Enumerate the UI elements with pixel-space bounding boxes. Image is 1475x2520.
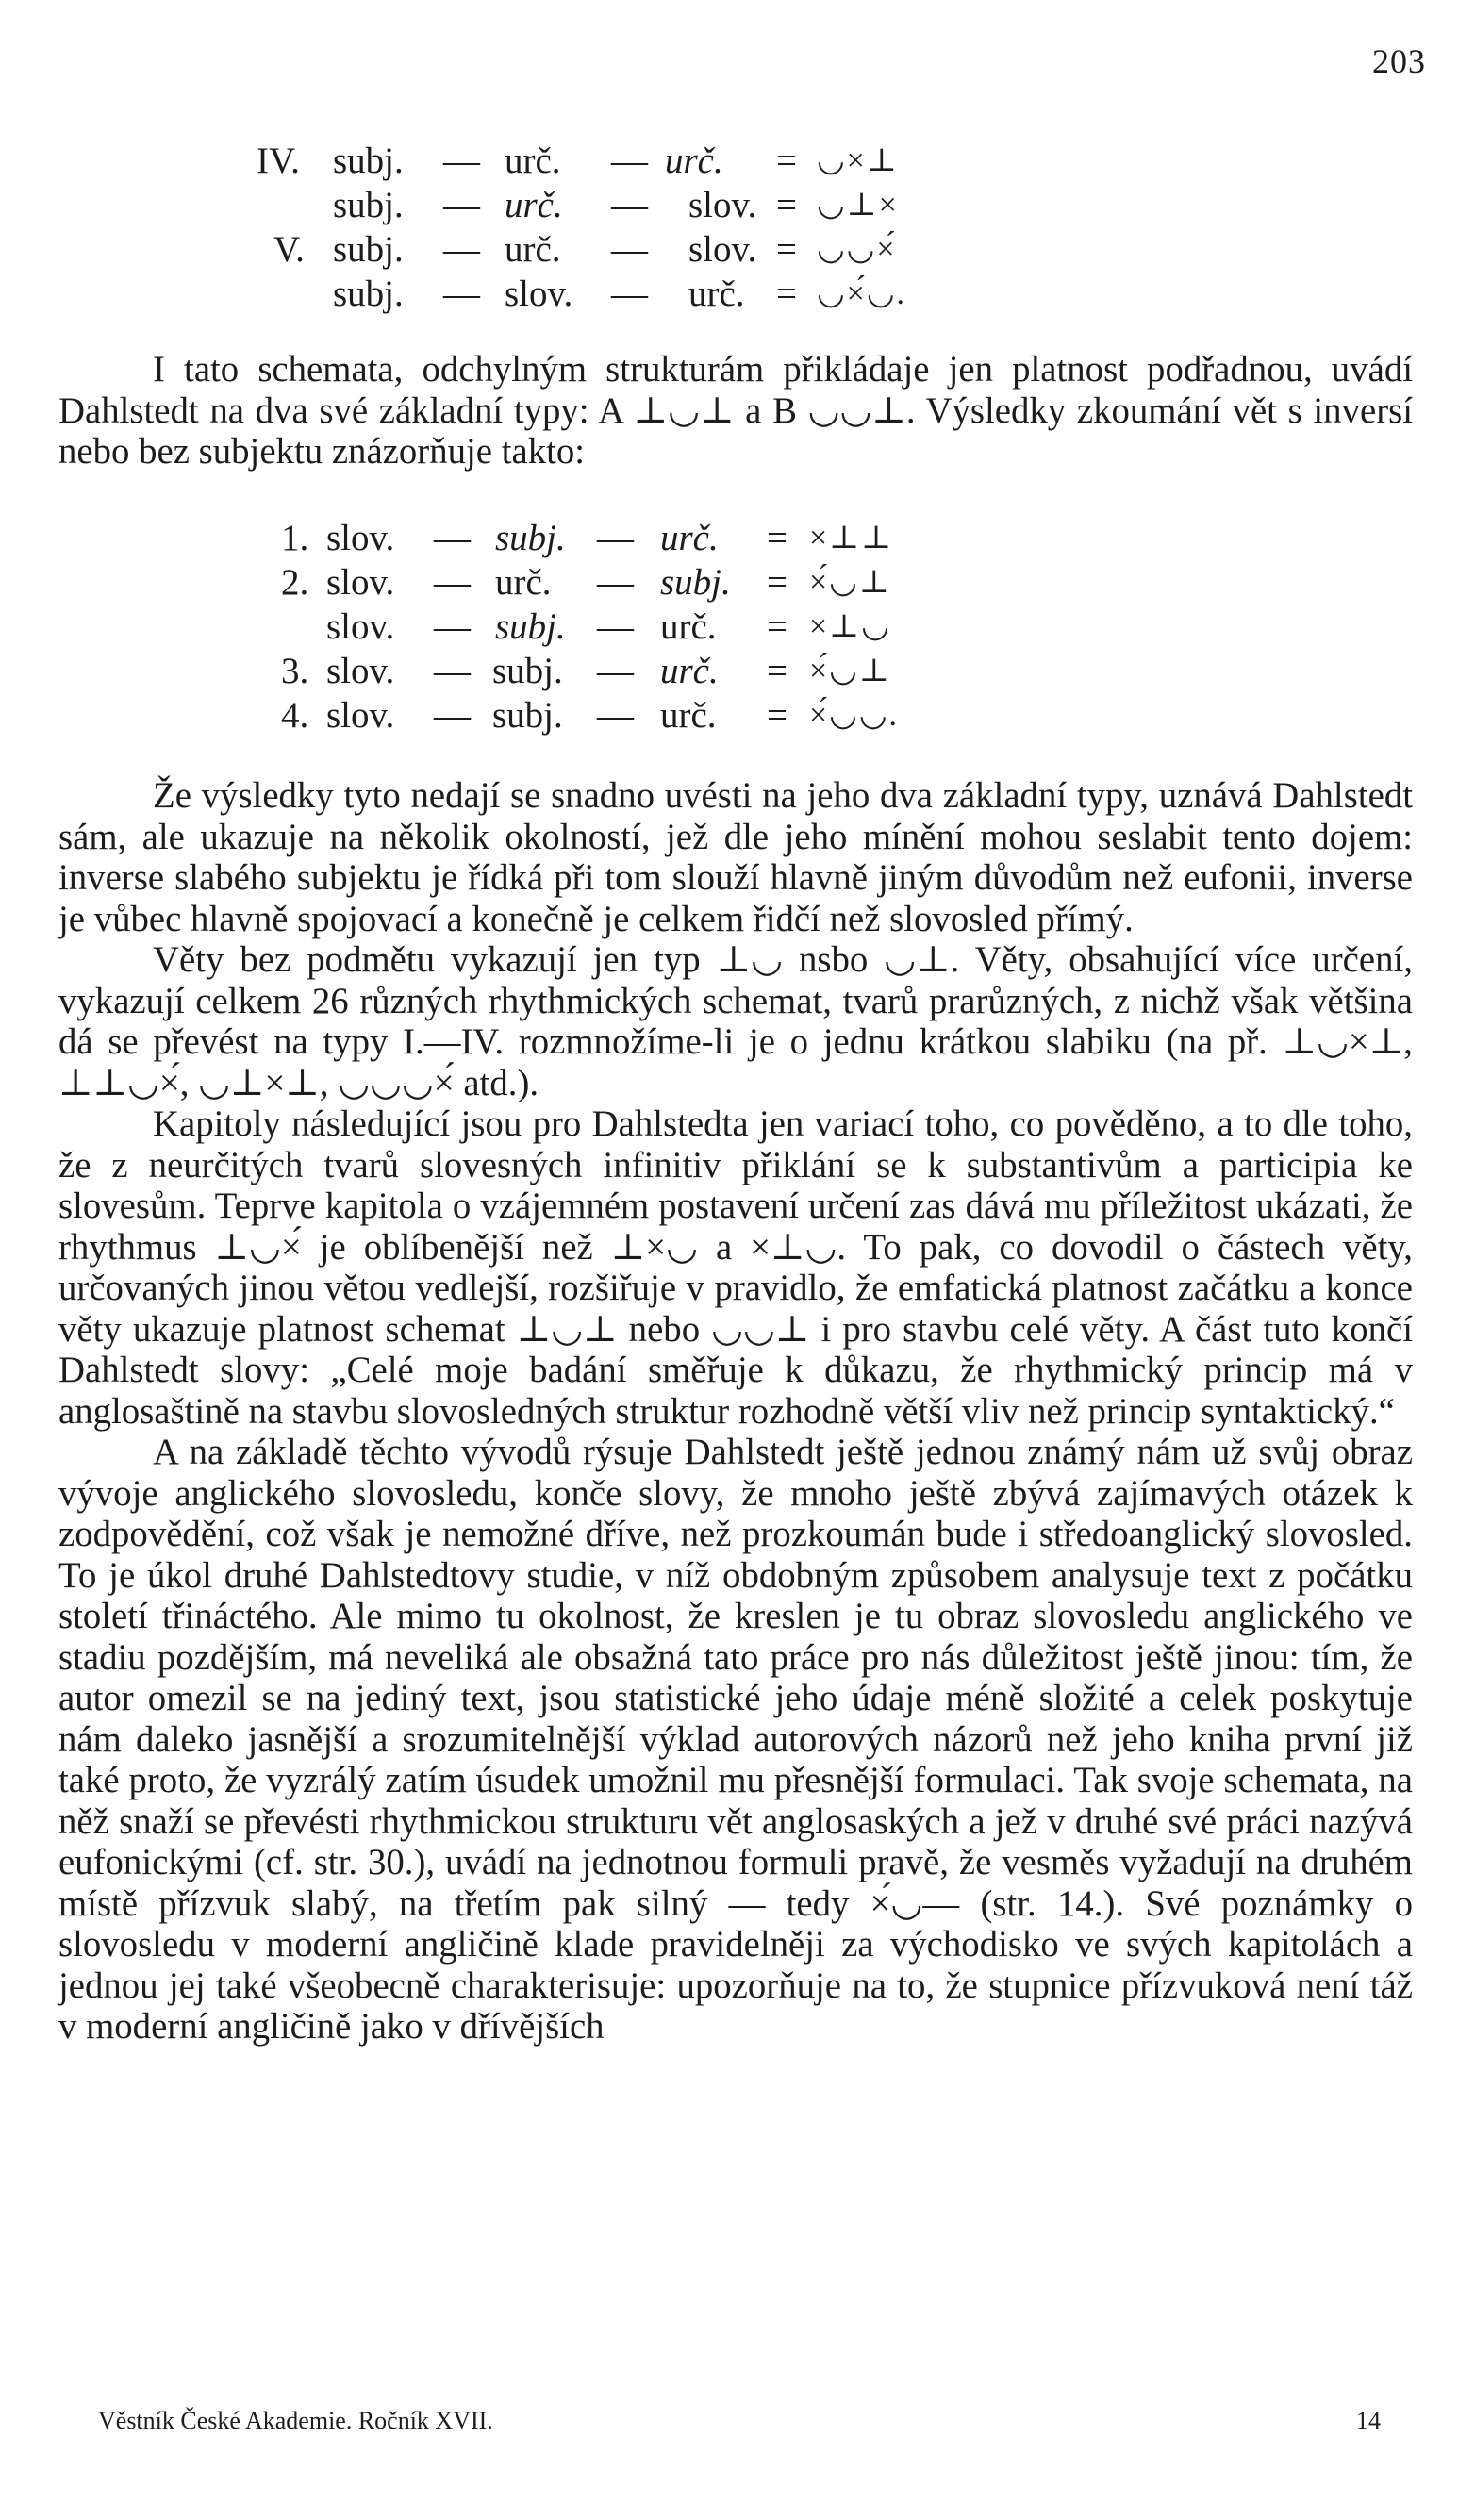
schema-dash-2: — [597,651,634,691]
schema-row [0,228,1475,272]
schema-word-3: urč. [660,606,717,647]
schema-word-2: subj. [492,651,563,691]
body-paragraph: Věty bez podmětu vykazují jen typ ⊥◡ nsbo ◡⊥. Věty, obsahující více určení, vykazují celkem 26 různých rhythmických schemat, tvarů prarůzných, z nichž však většina dá se převést na typy I.—IV. rozmnožíme-li je o jednu krátkou slabiku (na př. ⊥◡×⊥, ⊥⊥◡×́, ◡⊥×⊥, ◡◡◡×́ atd.). [58,939,1413,1103]
schema-dash-2: — [611,229,648,270]
schema-word-1: slov. [326,651,395,691]
schema-word-1: subj. [333,185,404,225]
schema-row [0,605,1475,649]
schema-meter: ×⊥⊥ [809,521,894,555]
page-number: 203 [1372,42,1426,80]
intro-paragraph-block [58,349,1413,472]
schema-word-1: slov. [326,518,395,558]
schema-word-3: slov. [688,185,757,225]
schema-dash-2: — [611,141,648,181]
schema-meter: ×́◡⊥ [809,654,891,688]
schema-word-3: slov. [688,229,757,270]
schema-word-1: subj. [333,141,404,181]
intro-paragraph: I tato schemata, odchylným strukturám přikládaje jen platnost podřadnou, uvádí Dahlstedt na dva své základní typy: A ⊥◡⊥ a B ◡◡⊥. Výsledky zkoumání vět s inversí nebo bez subjektu znázorňuje takto: [58,349,1413,472]
schema-dash-1: — [443,141,480,181]
schema-dash-1: — [443,185,480,225]
schema-word-2: slov. [505,274,573,314]
schema-row [0,650,1475,693]
schema-row [0,273,1475,316]
schema-word-3: urč. [660,695,717,736]
schema-word-1: slov. [326,695,395,736]
schema-equals: = [767,651,787,691]
schema-dash-2: — [597,606,634,647]
schema-list-top [0,140,1475,319]
schema-label: 3. [281,651,309,691]
schema-word-2: urč. [505,141,561,181]
schema-row [0,694,1475,738]
schema-meter: ◡×́◡. [817,276,907,311]
schema-meter: ×⊥◡ [809,609,891,644]
schema-list-bottom [0,517,1475,743]
schema-word-1: subj. [333,274,404,314]
schema-dash-1: — [434,518,471,558]
schema-dash-2: — [611,274,648,314]
schema-label: 4. [281,695,309,736]
page-footer [98,2407,1381,2435]
schema-word-2: urč. [505,185,563,225]
schema-dash-1: — [443,274,480,314]
schema-word-3: subj. [660,562,731,603]
schema-word-1: subj. [333,229,404,270]
schema-equals: = [767,518,787,558]
body-paragraph: A na základě těchto vývodů rýsuje Dahlstedt ještě jednou známý nám už svůj obraz vývoje anglického slovosledu, konče slovy, že mnoho ještě zbývá zajímavých otázek k zodpovědění, což však je nemožné dříve, než prozkoumán bude i středoanglický slovosled. To je úkol druhé Dahlstedtovy studie, v níž obdobným způsobem analysuje text z počátku století třináctého. Ale mimo tu okolnost, že kreslen je tu obraz slovosledu anglického ve stadiu pozdějším, má neveliká ale obsažná tato práce pro nás důležitost ještě jinou: tím, že autor omezil se na jediný text, jsou statistické jeho údaje méně složité a celek poskytuje nám daleko jasnější a srozumitelnější výklad autorových názorů než jeho kniha první již také proto, že vyzrálý zatím úsudek umožnil mu přesnější formulaci. Tak svoje schemata, na něž snaží se převésti rhythmickou strukturu vět anglosaských a jež v druhé své práci nazývá eufonickými (cf. str. 30.), uvádí na jednotnou formuli pravě, že vesměs vyžadují na druhém místě přízvuk slabý, na třetím pak silný — tedy ×́◡— (str. 14.). Své poznámky o slovosledu v moderní angličině klade pravidelněji za východisko ve svých kapitolách a jednou jej také všeobecně charakterisuje: upozorňuje na to, že stupnice přízvuková není táž v moderní angličině jako v dřívějších [58,1432,1413,2047]
schema-word-1: slov. [326,606,395,647]
schema-label: 1. [281,518,309,558]
schema-row [0,184,1475,227]
body-paragraph: Že výsledky tyto nedají se snadno uvésti na jeho dva základní typy, uznává Dahlstedt sám, ale ukazuje na několik okolností, jež dle jeho mínění mohou seslabit tento dojem: inverse slabého subjektu je řídká při tom slouží hlavně jiným důvodům než eufonii, inverse je vůbec hlavně spojovací a konečně je celkem řidčí než slovosled přímý. [58,775,1413,939]
schema-row [0,517,1475,560]
schema-dash-1: — [434,562,471,603]
body-text [58,775,1413,2048]
schema-word-3: urč. [660,518,719,558]
schema-word-3: urč. [665,141,723,181]
schema-equals: = [776,274,797,314]
schema-equals: = [767,606,787,647]
schema-word-2: subj. [495,518,566,558]
schema-dash-2: — [597,562,634,603]
schema-word-2: urč. [495,562,552,603]
schema-word-2: urč. [505,229,561,270]
schema-meter: ◡×⊥ [817,143,899,178]
schema-label: 2. [281,562,309,603]
schema-word-2: subj. [492,695,563,736]
schema-dash-1: — [434,651,471,691]
schema-label: V. [273,229,305,270]
schema-equals: = [767,562,787,603]
schema-word-3: urč. [688,274,745,314]
schema-meter: ◡◡×́ [817,232,897,267]
footer-journal: Věstník České Akademie. Ročník XVII. [98,2407,493,2434]
schema-meter: ◡⊥× [817,188,899,223]
schema-dash-2: — [611,185,648,225]
schema-dash-1: — [443,229,480,270]
schema-equals: = [776,141,797,181]
schema-word-3: urč. [660,651,719,691]
schema-equals: = [767,695,787,736]
schema-dash-2: — [597,695,634,736]
schema-word-2: subj. [495,606,566,647]
schema-dash-2: — [597,518,634,558]
footer-signature: 14 [1356,2407,1381,2434]
schema-word-1: slov. [326,562,395,603]
schema-meter: ×́◡◡. [809,698,900,733]
schema-equals: = [776,185,797,225]
schema-equals: = [776,229,797,270]
schema-row [0,140,1475,183]
schema-meter: ×́◡⊥ [809,565,891,600]
schema-dash-1: — [434,695,471,736]
schema-label: IV. [257,141,300,181]
body-paragraph: Kapitoly následující jsou pro Dahlstedta jen variací toho, co pověděno, a to dle toho, že z neurčitých tvarů slovesných infinitiv přiklání se k substantivům a participia ke slovesům. Teprve kapitola o vzájemném postavení určení zas dává mu příležitost ukázati, že rhythmus ⊥◡×́ je oblíbenější než ⊥×◡ a ×⊥◡. To pak, co dovodil o částech věty, určovaných jinou větou vedlejší, rozšiřuje v pravidlo, že emfatická platnost začátku a konce věty ukazuje platnost schemat ⊥◡⊥ nebo ◡◡⊥ i pro stavbu celé věty. A část tuto končí Dahlstedt slovy: „Celé moje badání směřuje k důkazu, že rhythmický princip má v anglosaštině na stavbu slovosledných struktur rozhodně větší vliv než princip syntaktický.“ [58,1103,1413,1432]
schema-dash-1: — [434,606,471,647]
schema-row [0,561,1475,605]
